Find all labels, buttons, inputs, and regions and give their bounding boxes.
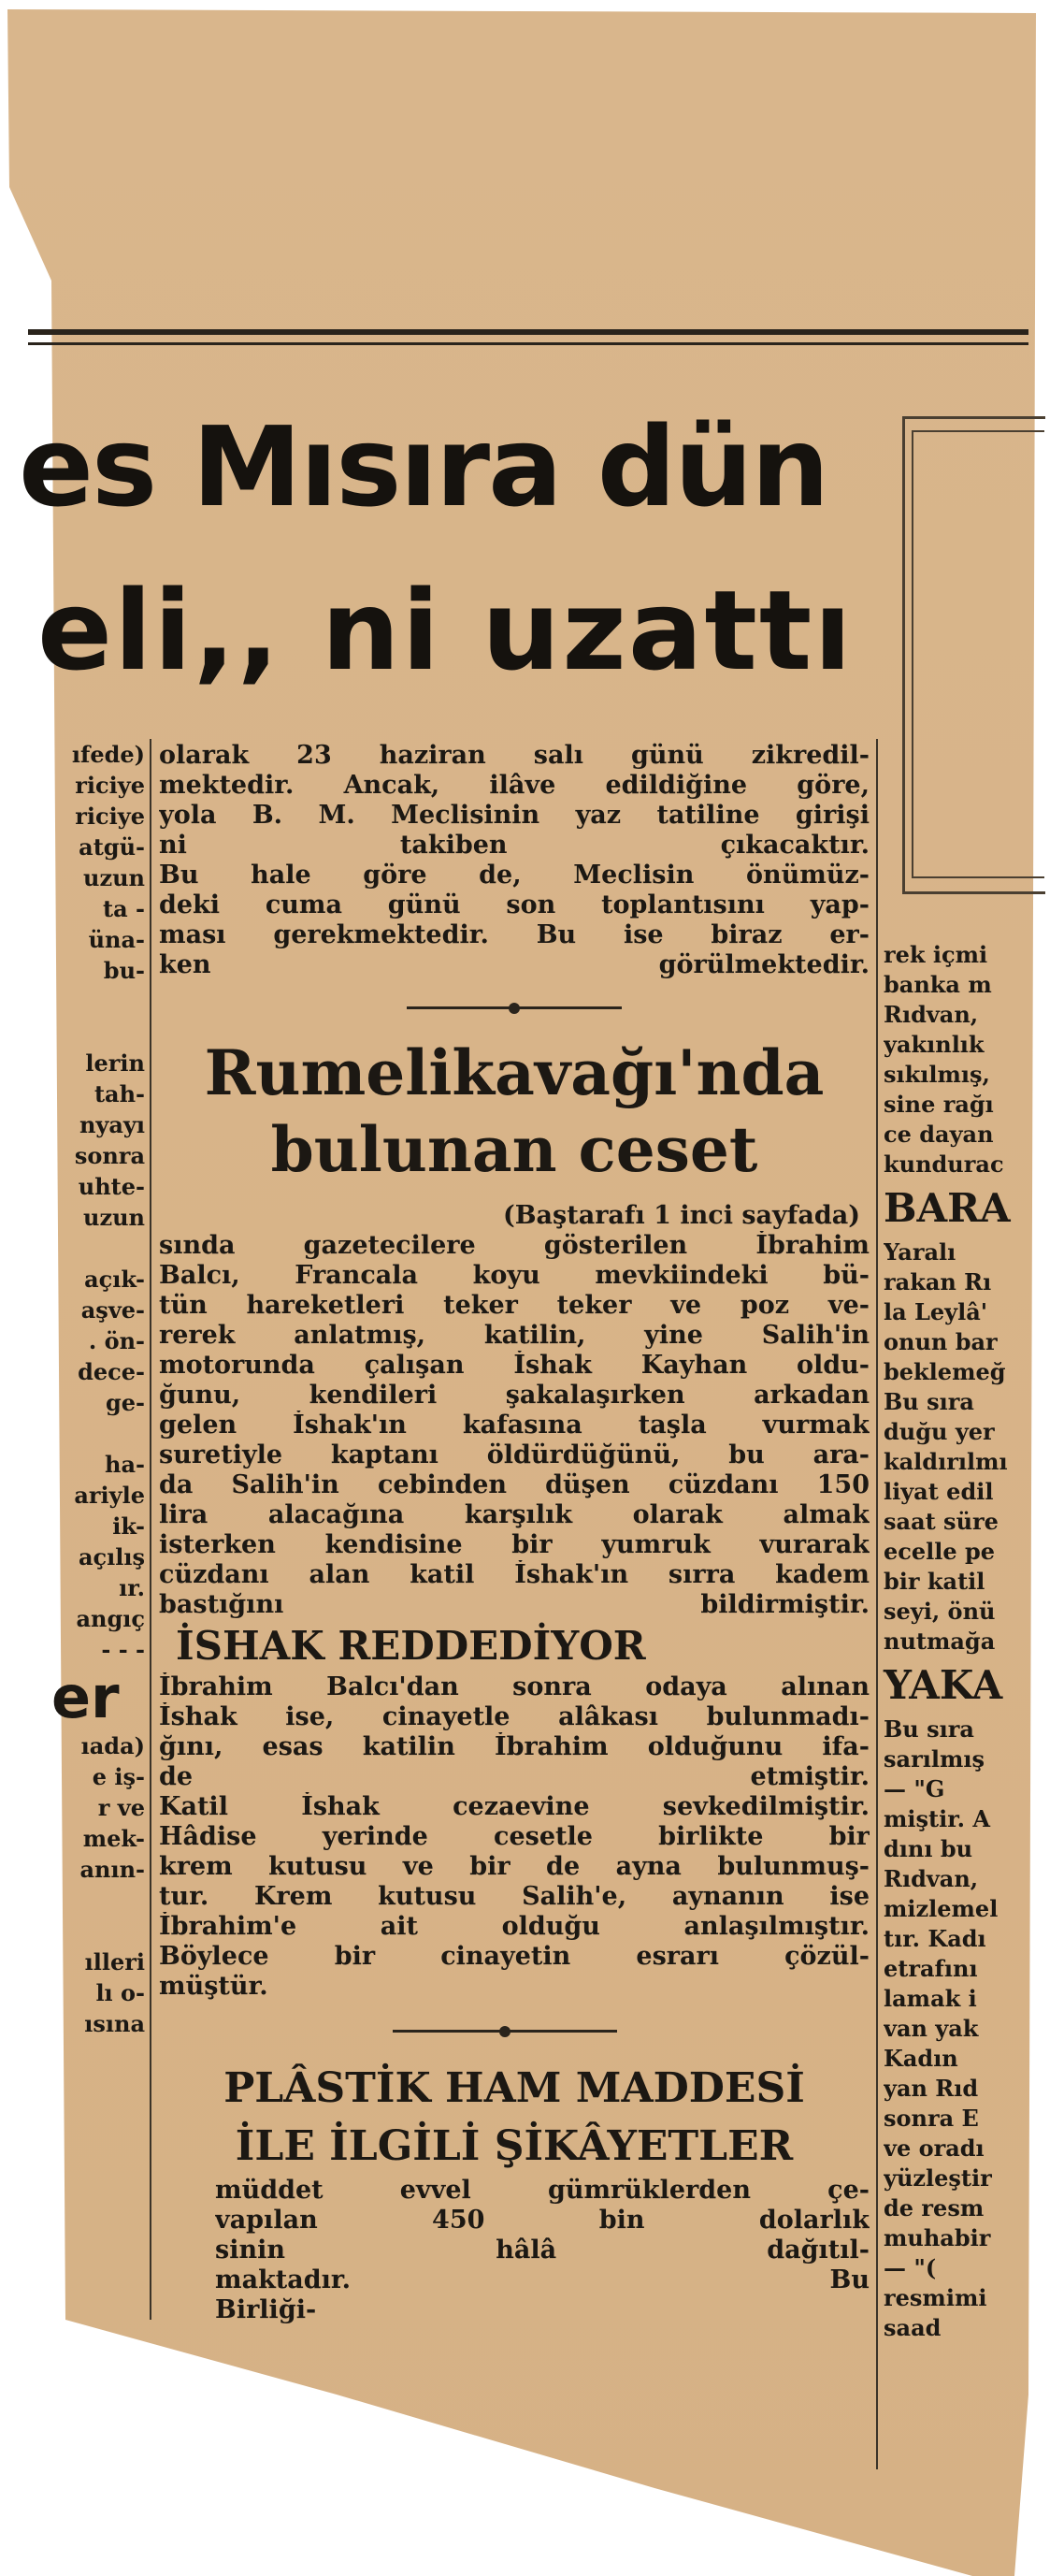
right-fragment-line: rek içmi — [884, 941, 988, 968]
left-fragment-line: ılleri — [84, 1948, 145, 1975]
left-fragment-line: mek- — [82, 1825, 145, 1852]
left-fragment-line — [51, 986, 145, 1017]
right-fragment-line: sarılmış — [884, 1745, 985, 1773]
right-heading-bara: BARA — [884, 1185, 1011, 1231]
main-column — [159, 741, 870, 2325]
left-fragment-line: uzun — [83, 864, 145, 891]
intro-text-line: olarak 23 haziran salı günü zikredil- — [159, 741, 870, 770]
left-fragment-line: aşve- — [80, 1296, 145, 1324]
right-fragment-line: saad — [884, 2314, 942, 2341]
separator-2-dot — [499, 2026, 510, 2037]
right-fragment-line: rakan Rı — [884, 1268, 992, 1295]
right-fragment-line: resmimi — [884, 2284, 987, 2311]
article-text-line: İbrahim'e ait olduğu anlaşılmıştır. — [159, 1912, 870, 1941]
left-fragment-line — [51, 1233, 145, 1264]
right-fragment-line: ce dayan — [884, 1121, 994, 1148]
separator-1-dot — [509, 1003, 520, 1014]
right-fragment-line: Yaralı — [884, 1238, 956, 1266]
article-text-line: Balcı, Francala koyu mevkiindeki bü- — [159, 1261, 870, 1290]
article-text-line: bastığını bildirmiştir. — [159, 1590, 870, 1619]
right-fragment-line: van yak — [884, 2015, 979, 2042]
article-text-line: motorunda çalışan İshak Kayhan oldu- — [159, 1351, 870, 1380]
left-fragment-line: tah- — [93, 1080, 145, 1107]
article-text-line: İbrahim Balcı'dan sonra odaya alınan — [159, 1672, 870, 1701]
article-text-line: ğını, esas katilin İbrahim olduğunu ifa- — [159, 1732, 870, 1761]
article-text-line: rerek anlatmış, katilin, yine Salih'in — [159, 1321, 870, 1350]
right-fragment-line: Bu sıra — [884, 1388, 974, 1415]
left-fragment-line: ır. — [119, 1574, 145, 1601]
left-sub-heading: er — [51, 1663, 120, 1731]
right-fragment-line: etrafını — [884, 1955, 978, 1982]
left-fragment-line: e iş- — [92, 1763, 145, 1790]
article-text-line: İshak ise, cinayetle alâkası bulunmadı- — [159, 1702, 870, 1731]
article-text-line: isterken kendisine bir yumruk vurarak — [159, 1530, 870, 1559]
article-text-line: müştür. — [159, 1972, 268, 2001]
left-fragment-line: riciye — [75, 803, 145, 830]
left-fragment-line: açılış — [78, 1543, 145, 1570]
right-fragment-line: tır. Kadı — [884, 1925, 986, 1952]
left-fragment-line — [51, 1885, 145, 1916]
left-fragment-line: üna- — [88, 926, 145, 953]
right-fragment-line: Rıdvan, — [884, 1865, 979, 1892]
top-rule-thin — [28, 342, 1028, 345]
right-fragment-line: beklemeğ — [884, 1358, 1006, 1385]
left-fragment-line: angıç — [76, 1605, 145, 1632]
left-fragment-line — [51, 1916, 145, 1946]
left-fragment-line: riciye — [75, 772, 145, 799]
article-text-line: ğunu, kendileri şakalaşırken arkadan — [159, 1381, 870, 1410]
right-fragment-line: banka m — [884, 971, 992, 998]
right-fragment-line: sonra E — [884, 2105, 979, 2132]
left-fragment-line: sonra — [74, 1142, 145, 1169]
intro-text-line: deki cuma günü son toplantısını yap- — [159, 890, 870, 919]
top-rule-thick — [28, 329, 1028, 335]
left-fragment-line: r ve — [97, 1794, 145, 1821]
article-text-line: Birliği- — [215, 2295, 317, 2324]
right-fragment-line: — "( — [884, 2254, 937, 2281]
left-fragment-line: lerin — [85, 1049, 145, 1077]
left-fragment-line: . ön- — [88, 1327, 145, 1354]
section-title-line-1: PLÂSTİK HAM MADDESİ — [223, 2064, 805, 2112]
right-heading-yaka: YAKA — [884, 1662, 1003, 1708]
right-fragment-line: yan Rıd — [884, 2075, 979, 2102]
right-fragment-line: bir katil — [884, 1568, 985, 1595]
article-text-line: müddet evvel gümrüklerden çe- — [215, 2176, 870, 2205]
section-title-line-2: İLE İLGİLİ ŞİKÂYETLER — [235, 2122, 794, 2170]
right-fragment-line: yüzleştir — [884, 2164, 992, 2192]
right-fragment-line: de resm — [884, 2194, 985, 2221]
left-fragment-line: ta - — [103, 895, 145, 922]
left-fragment-line: ısına — [84, 2010, 145, 2037]
article-text-line: lira alacağına karşılık olarak almak — [159, 1500, 870, 1529]
article-text-line: tur. Krem kutusu Salih'e, aynanın ise — [159, 1882, 870, 1911]
left-fragment-line — [51, 1418, 145, 1449]
left-fragment-line: bu- — [103, 957, 145, 984]
headline-line-2: eli,, ni uzattı — [37, 566, 854, 695]
article-title-line-2: bulunan ceset — [270, 1113, 758, 1186]
right-fragment-line: nutmağa — [884, 1628, 996, 1655]
right-fragment-line: yakınlık — [884, 1031, 985, 1058]
left-fragment-line: ha- — [105, 1451, 145, 1478]
intro-text-line: ni takiben çıkacaktır. — [159, 831, 870, 860]
left-fragment-line: - - - — [101, 1636, 145, 1663]
intro-text-line: Bu hale göre de, Meclisin önümüz- — [159, 861, 870, 890]
right-fragment-line: onun bar — [884, 1328, 998, 1355]
left-fragment-line — [51, 1017, 145, 1048]
column-divider-left — [150, 739, 151, 2320]
article-text-line: de etmiştir. — [159, 1762, 870, 1791]
left-fragment-line: açık- — [84, 1266, 145, 1293]
headline-line-1: es Mısıra dün — [19, 402, 828, 531]
right-fragment-line: kaldırılmı — [884, 1448, 1008, 1475]
article-text-line: cüzdanı alan katil İshak'ın sırra kadem — [159, 1560, 870, 1589]
right-fragment-line: Bu sıra — [884, 1715, 974, 1743]
right-fragment-line: la Leylâ' — [884, 1298, 988, 1325]
right-fragment-line: mizlemel — [884, 1895, 999, 1922]
left-fragment-line: atgü- — [79, 833, 145, 861]
left-fragment-line: ik- — [112, 1512, 145, 1540]
left-fragment-line: nyayı — [79, 1111, 145, 1138]
article-text-line: da Salih'in cebinden düşen cüzdanı 150 — [159, 1470, 870, 1499]
right-fragment-line: Kadın — [884, 2045, 958, 2072]
right-fragment-line: sine rağı — [884, 1091, 994, 1118]
left-fragment-line: lı o- — [95, 1979, 145, 2006]
right-fragment-line: seyi, önü — [884, 1598, 996, 1625]
left-fragment-line: ge- — [105, 1389, 145, 1416]
column-divider-right — [876, 739, 878, 2469]
sub-heading-ishak: İSHAK REDDEDİYOR — [176, 1623, 646, 1669]
left-fragment-line: uhte- — [78, 1173, 145, 1200]
article-text-line: gelen İshak'ın kafasına taşla vurmak — [159, 1411, 870, 1440]
left-fragment-line: ıada) — [80, 1732, 145, 1759]
intro-text-line: mektedir. Ancak, ilâve edildiğine göre, — [159, 771, 870, 800]
right-fragment-line: Rıdvan, — [884, 1001, 979, 1028]
right-fragment-line: dını bu — [884, 1835, 973, 1862]
intro-text-line: ması gerekmektedir. Bu ise biraz er- — [159, 920, 870, 949]
intro-text-line: yola B. M. Meclisinin yaz tatiline girişi — [159, 801, 870, 830]
left-fragment-line: uzun — [83, 1204, 145, 1231]
right-box-frame-inner — [912, 430, 1044, 878]
left-fragment-line: ariyle — [74, 1482, 145, 1509]
right-fragment-line: miştir. A — [884, 1805, 990, 1832]
right-fragment-line: — "G — [884, 1775, 945, 1802]
article-text-line: krem kutusu ve bir de ayna bulunmuş- — [159, 1852, 870, 1881]
continuation-note: (Baştarafı 1 inci sayfada) — [502, 1201, 860, 1230]
left-fragment-line: anın- — [79, 1856, 145, 1883]
article-text-line: Böylece bir cinayetin esrarı çözül- — [159, 1942, 870, 1971]
right-fragment-line: saat süre — [884, 1508, 999, 1535]
article-text-line: suretiyle kaptanı öldürdüğünü, bu ara- — [159, 1440, 870, 1469]
article-text-line: tün hareketleri teker teker ve poz ve- — [159, 1291, 870, 1320]
article-text-line: maktadır. Bu — [215, 2265, 870, 2294]
article-text-line: Katil İshak cezaevine sevkedilmiştir. — [159, 1792, 870, 1821]
article-title-line-1: Rumelikavağı'nda — [204, 1036, 825, 1109]
left-fragment-line: ıfede) — [71, 741, 145, 768]
right-fragment-line: lamak i — [884, 1985, 977, 2012]
right-fragment-line: sıkılmış, — [884, 1061, 990, 1088]
article-text-line: Hâdise yerinde cesetle birlikte bir — [159, 1822, 870, 1851]
right-fragment-line: muhabir — [884, 2224, 991, 2251]
right-fragment-column — [884, 940, 1033, 2343]
intro-text-line: ken görülmektedir. — [159, 950, 870, 979]
left-fragment-column — [51, 739, 145, 2039]
article-text-line: sinin hâlâ dağıtıl- — [215, 2236, 870, 2265]
left-fragment-line: dece- — [78, 1358, 145, 1385]
right-fragment-line: ecelle pe — [884, 1538, 996, 1565]
right-fragment-line: ve oradı — [884, 2135, 985, 2162]
right-fragment-line: liyat edil — [884, 1478, 994, 1505]
article-text-line: sında gazetecilere gösterilen İbrahim — [159, 1231, 870, 1260]
right-fragment-line: kundurac — [884, 1151, 1004, 1178]
right-fragment-line: duğu yer — [884, 1418, 995, 1445]
article-text-line: vapılan 450 bin dolarlık — [215, 2206, 870, 2235]
